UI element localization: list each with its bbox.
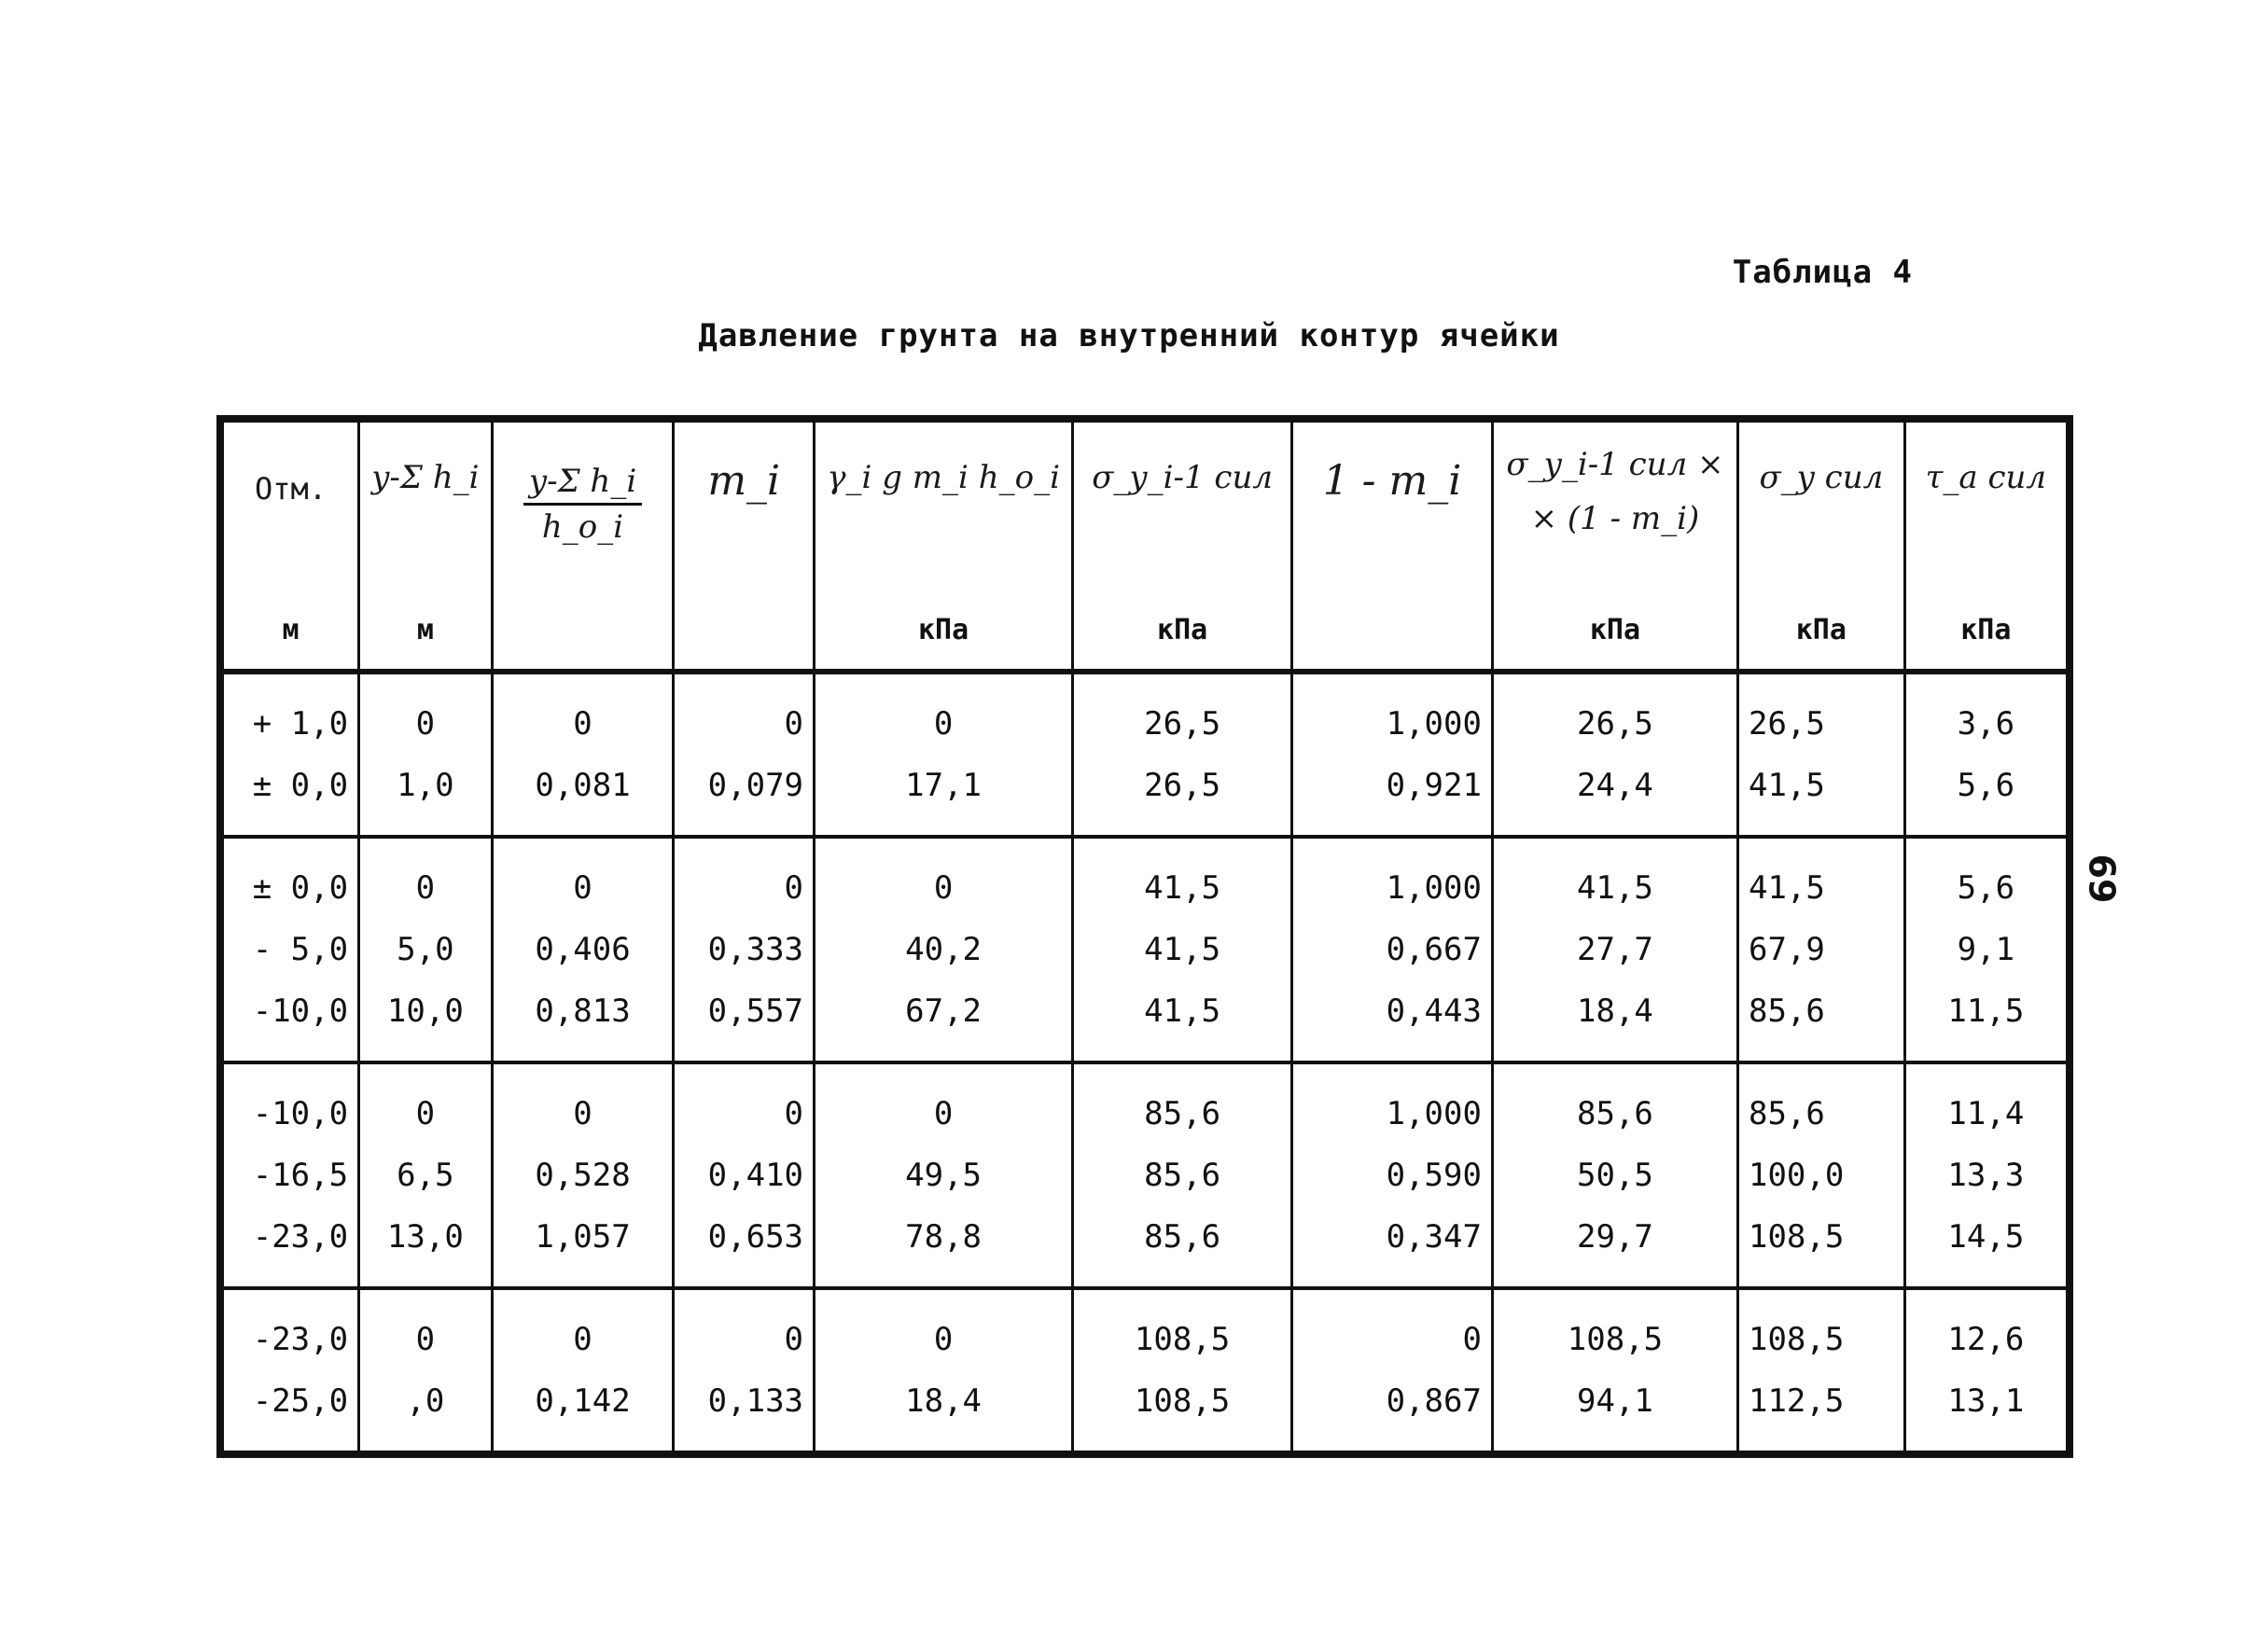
table-cell: 26,5 [1073,672,1292,755]
header-one-minus-m [1292,419,1493,672]
table-cell: 0 [815,1288,1073,1370]
table-cell: 26,5 [1492,672,1737,755]
table-title: Давление грунта на внутренний контур ячейки [698,317,1560,354]
table-cell: 0 [674,1062,815,1145]
table-cell: 14,5 [1904,1206,2070,1288]
table-cell: 0,590 [1292,1145,1493,1206]
table-cell: 13,1 [1904,1370,2070,1454]
table-cell: 18,4 [1492,980,1737,1062]
table-cell: 0 [1292,1288,1493,1370]
table-cell: 108,5 [1073,1288,1292,1370]
table-cell: 26,5 [1737,672,1904,755]
table-cell: 0,653 [674,1206,815,1288]
table-cell: 0 [359,672,493,755]
table-cell: -23,0 [220,1206,359,1288]
table-cell: 0,406 [492,919,674,980]
header-depth-diff [359,419,493,672]
table-cell: 24,4 [1492,755,1737,837]
table-cell: 11,4 [1904,1062,2070,1145]
table-cell: 5,6 [1904,837,2070,919]
table-cell: 85,6 [1492,1062,1737,1145]
header-sigma-prev [1073,419,1292,672]
table-cell: 0,443 [1292,980,1493,1062]
table-cell: 0 [674,837,815,919]
table-cell: ± 0,0 [220,837,359,919]
table-row [220,837,2070,919]
table-cell: 0,921 [1292,755,1493,837]
table-cell: 5,0 [359,919,493,980]
table-cell: 0,333 [674,919,815,980]
header-label: y-Σ h_i [371,459,480,496]
header-label: σ_y_i-1 сил [1092,459,1274,496]
table-cell: 41,5 [1737,837,1904,919]
header-unit: кПа [1960,614,2012,646]
table-row [220,672,2070,755]
header-unit: м [282,614,300,646]
header-weight-term [815,419,1073,672]
header-sigma-y [1737,419,1904,672]
table-cell: 0,133 [674,1370,815,1454]
table-cell: 1,0 [359,755,493,837]
table-cell: 10,0 [359,980,493,1062]
header-label: 1 - m_i [1322,457,1462,505]
table-row [220,1062,2070,1145]
table-cell: -23,0 [220,1288,359,1370]
header-tau-a [1904,419,2070,672]
table-cell: 108,5 [1073,1370,1292,1454]
header-label: τ_a сил [1925,459,2047,496]
table-cell: 0,079 [674,755,815,837]
table-row [220,1370,2070,1454]
table-cell: 94,1 [1492,1370,1737,1454]
header-sigma-product [1492,419,1737,672]
table-cell: 17,1 [815,755,1073,837]
table-cell: 112,5 [1737,1370,1904,1454]
table-cell: 0,813 [492,980,674,1062]
table-cell: 0 [359,1062,493,1145]
table-row [220,919,2070,980]
table-cell: 41,5 [1073,980,1292,1062]
table-cell: 85,6 [1073,1206,1292,1288]
table-cell: 13,3 [1904,1145,2070,1206]
header-unit: кПа [1795,614,1847,646]
page-number: 69 [2081,854,2123,904]
table-cell: 0,867 [1292,1370,1493,1454]
header-unit: кПа [1157,614,1208,646]
table-cell: 67,9 [1737,919,1904,980]
table-cell: 85,6 [1737,980,1904,1062]
table-cell: 40,2 [815,919,1073,980]
table-cell: 0,528 [492,1145,674,1206]
table-row [220,1145,2070,1206]
table-cell: 5,6 [1904,755,2070,837]
table-cell: 29,7 [1492,1206,1737,1288]
table-cell: + 1,0 [220,672,359,755]
table-cell: 13,0 [359,1206,493,1288]
header-depth-ratio [492,419,674,672]
table-cell: 0,667 [1292,919,1493,980]
table-cell: 85,6 [1073,1145,1292,1206]
table-cell: 0 [815,672,1073,755]
table-cell: 6,5 [359,1145,493,1206]
table-cell: 41,5 [1073,837,1292,919]
table-cell: 0 [815,1062,1073,1145]
table-cell: 0,410 [674,1145,815,1206]
table-cell: 1,000 [1292,672,1493,755]
table-cell: 100,0 [1737,1145,1904,1206]
header-label: Отм. [255,471,328,507]
table-cell: 108,5 [1737,1288,1904,1370]
table-cell: 0 [359,837,493,919]
table-row [220,980,2070,1062]
table-cell: 1,000 [1292,1062,1493,1145]
header-unit: кПа [917,614,969,646]
table-cell: 1,000 [1292,837,1493,919]
table-cell: 0,347 [1292,1206,1493,1288]
table-cell: 0 [815,837,1073,919]
header-elevation [220,419,359,672]
table-cell: 67,2 [815,980,1073,1062]
table-cell: -10,0 [220,1062,359,1145]
header-label-line1: σ_y_i-1 сил × [1506,446,1724,483]
table-cell: 49,5 [815,1145,1073,1206]
table-row [220,1206,2070,1288]
table-cell: 12,6 [1904,1288,2070,1370]
pressure-table [216,415,2073,1458]
table-cell: 78,8 [815,1206,1073,1288]
table-cell: 85,6 [1073,1062,1292,1145]
table-cell: 0 [492,1062,674,1145]
table-cell: 11,5 [1904,980,2070,1062]
header-unit: м [416,614,434,646]
table-cell: 108,5 [1737,1206,1904,1288]
header-numerator: y-Σ h_i [523,460,642,506]
header-label: σ_y сил [1759,459,1884,496]
table-cell: 41,5 [1737,755,1904,837]
table-cell: 27,7 [1492,919,1737,980]
table-cell: 0 [359,1288,493,1370]
table-label: Таблица 4 [1732,254,1913,291]
table-cell: 41,5 [1492,837,1737,919]
table-cell: -10,0 [220,980,359,1062]
table-cell: ,0 [359,1370,493,1454]
table-cell: 0,142 [492,1370,674,1454]
header-label: γ_i g m_i h_o_i [827,459,1060,496]
table-cell: -16,5 [220,1145,359,1206]
table-body [220,672,2070,1454]
table-cell: 9,1 [1904,919,2070,980]
table-cell: 3,6 [1904,672,2070,755]
table-cell: 1,057 [492,1206,674,1288]
table-cell: 0 [674,1288,815,1370]
table-cell: 41,5 [1073,919,1292,980]
header-label: m_i [707,457,781,505]
table-row [220,755,2070,837]
table-cell: 18,4 [815,1370,1073,1454]
table-cell: 108,5 [1492,1288,1737,1370]
table-cell: 50,5 [1492,1145,1737,1206]
table-cell: 0 [492,837,674,919]
table-cell: 0 [492,1288,674,1370]
table-cell: 26,5 [1073,755,1292,837]
table-cell: 85,6 [1737,1062,1904,1145]
header-label-line2: × (1 - m_i) [1530,500,1700,537]
table-cell: ± 0,0 [220,755,359,837]
table-header-row [220,419,2070,672]
header-unit: кПа [1589,614,1641,646]
table-cell: 0,081 [492,755,674,837]
table-cell: 0 [492,672,674,755]
table-cell: 0 [674,672,815,755]
table-cell: - 5,0 [220,919,359,980]
table-cell: -25,0 [220,1370,359,1454]
table-row [220,1288,2070,1370]
table-cell: 0,557 [674,980,815,1062]
header-m [674,419,815,672]
header-fraction [494,460,673,548]
header-denominator: h_o_i [541,508,624,546]
